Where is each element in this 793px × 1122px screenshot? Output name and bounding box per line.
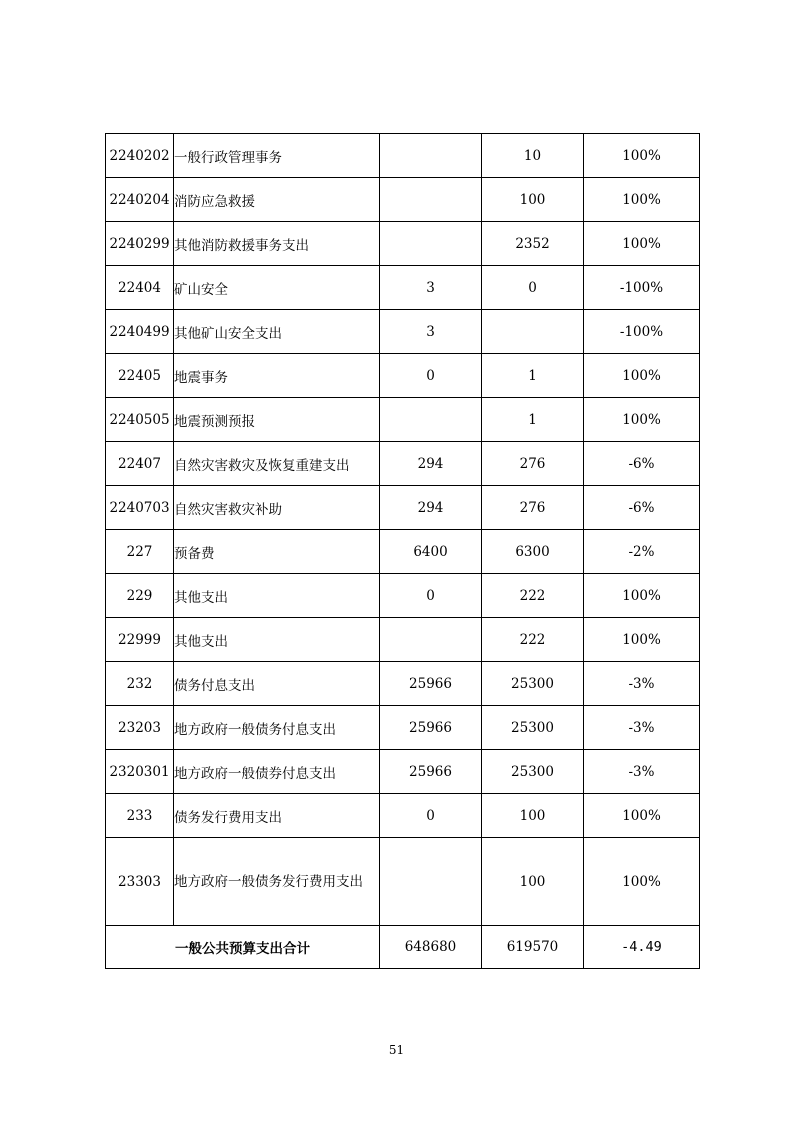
row-curr-value: 0	[482, 266, 584, 310]
row-prev-value: 294	[380, 442, 482, 486]
row-prev-value: 25966	[380, 706, 482, 750]
row-curr-value: 1	[482, 398, 584, 442]
row-curr-value: 1	[482, 354, 584, 398]
row-code: 232	[106, 662, 174, 706]
table-row	[106, 574, 700, 618]
row-prev-value	[380, 134, 482, 178]
row-code: 22999	[106, 618, 174, 662]
row-curr-value: 25300	[482, 750, 584, 794]
table-body	[106, 134, 700, 969]
total-curr-value: 619570	[482, 926, 584, 969]
row-prev-value: 6400	[380, 530, 482, 574]
row-change-pct: -6%	[584, 442, 700, 486]
table-row	[106, 794, 700, 838]
row-name: 自然灾害救灾及恢复重建支出	[174, 442, 380, 486]
row-name: 地震预测预报	[174, 398, 380, 442]
row-change-pct: 100%	[584, 354, 700, 398]
row-change-pct: 100%	[584, 398, 700, 442]
row-code: 2240202	[106, 134, 174, 178]
row-change-pct: -6%	[584, 486, 700, 530]
table-row	[106, 706, 700, 750]
table-row	[106, 398, 700, 442]
row-curr-value: 222	[482, 574, 584, 618]
row-name: 债务发行费用支出	[174, 794, 380, 838]
row-curr-value: 276	[482, 486, 584, 530]
row-code: 233	[106, 794, 174, 838]
row-prev-value: 25966	[380, 750, 482, 794]
row-code: 2240703	[106, 486, 174, 530]
row-code: 23203	[106, 706, 174, 750]
row-change-pct: 100%	[584, 134, 700, 178]
row-curr-value: 100	[482, 178, 584, 222]
table-row	[106, 618, 700, 662]
row-name: 债务付息支出	[174, 662, 380, 706]
table-row	[106, 178, 700, 222]
row-change-pct: -3%	[584, 706, 700, 750]
row-name: 消防应急救援	[174, 178, 380, 222]
row-change-pct: -3%	[584, 750, 700, 794]
row-curr-value: 10	[482, 134, 584, 178]
row-change-pct: 100%	[584, 794, 700, 838]
row-prev-value: 3	[380, 310, 482, 354]
row-curr-value: 25300	[482, 706, 584, 750]
row-name: 自然灾害救灾补助	[174, 486, 380, 530]
row-code: 22404	[106, 266, 174, 310]
row-change-pct: -100%	[584, 310, 700, 354]
row-change-pct: 100%	[584, 222, 700, 266]
row-change-pct: 100%	[584, 618, 700, 662]
row-name: 地方政府一般债券付息支出	[174, 750, 380, 794]
row-code: 22407	[106, 442, 174, 486]
row-name: 其他矿山安全支出	[174, 310, 380, 354]
row-name: 地方政府一般债务付息支出	[174, 706, 380, 750]
row-change-pct: -2%	[584, 530, 700, 574]
row-change-pct: 100%	[584, 178, 700, 222]
row-curr-value: 25300	[482, 662, 584, 706]
row-change-pct: 100%	[584, 574, 700, 618]
row-curr-value: 6300	[482, 530, 584, 574]
row-prev-value: 294	[380, 486, 482, 530]
row-change-pct: -100%	[584, 266, 700, 310]
row-change-pct: 100%	[584, 838, 700, 926]
table-row	[106, 530, 700, 574]
table-row	[106, 838, 700, 926]
row-name: 其他支出	[174, 574, 380, 618]
budget-expenditure-table	[105, 133, 700, 969]
row-prev-value: 3	[380, 266, 482, 310]
row-code: 2320301	[106, 750, 174, 794]
table-row	[106, 266, 700, 310]
row-curr-value: 276	[482, 442, 584, 486]
row-prev-value: 0	[380, 354, 482, 398]
row-name: 地震事务	[174, 354, 380, 398]
row-name: 预备费	[174, 530, 380, 574]
row-curr-value: 2352	[482, 222, 584, 266]
table-row	[106, 310, 700, 354]
table-row	[106, 442, 700, 486]
row-name: 一般行政管理事务	[174, 134, 380, 178]
row-name: 地方政府一般债务发行费用支出	[174, 838, 380, 926]
row-code: 227	[106, 530, 174, 574]
row-code: 23303	[106, 838, 174, 926]
total-row	[106, 926, 700, 969]
row-curr-value: 100	[482, 838, 584, 926]
table-row	[106, 662, 700, 706]
row-change-pct: -3%	[584, 662, 700, 706]
row-prev-value	[380, 178, 482, 222]
row-prev-value	[380, 618, 482, 662]
row-name: 其他消防救援事务支出	[174, 222, 380, 266]
table-row	[106, 354, 700, 398]
total-change-pct: -4.49	[584, 926, 700, 969]
row-code: 2240204	[106, 178, 174, 222]
row-code: 2240505	[106, 398, 174, 442]
table-row	[106, 750, 700, 794]
table-row	[106, 486, 700, 530]
row-prev-value: 0	[380, 794, 482, 838]
total-label: 一般公共预算支出合计	[106, 926, 380, 969]
row-name: 矿山安全	[174, 266, 380, 310]
row-curr-value: 100	[482, 794, 584, 838]
row-prev-value: 0	[380, 574, 482, 618]
row-prev-value	[380, 838, 482, 926]
table-row	[106, 222, 700, 266]
row-curr-value: 222	[482, 618, 584, 662]
table-row	[106, 134, 700, 178]
row-code: 22405	[106, 354, 174, 398]
row-code: 229	[106, 574, 174, 618]
row-prev-value: 25966	[380, 662, 482, 706]
row-prev-value	[380, 222, 482, 266]
page-number: 51	[388, 1043, 405, 1057]
total-prev-value: 648680	[380, 926, 482, 969]
row-curr-value	[482, 310, 584, 354]
row-prev-value	[380, 398, 482, 442]
row-code: 2240499	[106, 310, 174, 354]
row-code: 2240299	[106, 222, 174, 266]
row-name: 其他支出	[174, 618, 380, 662]
